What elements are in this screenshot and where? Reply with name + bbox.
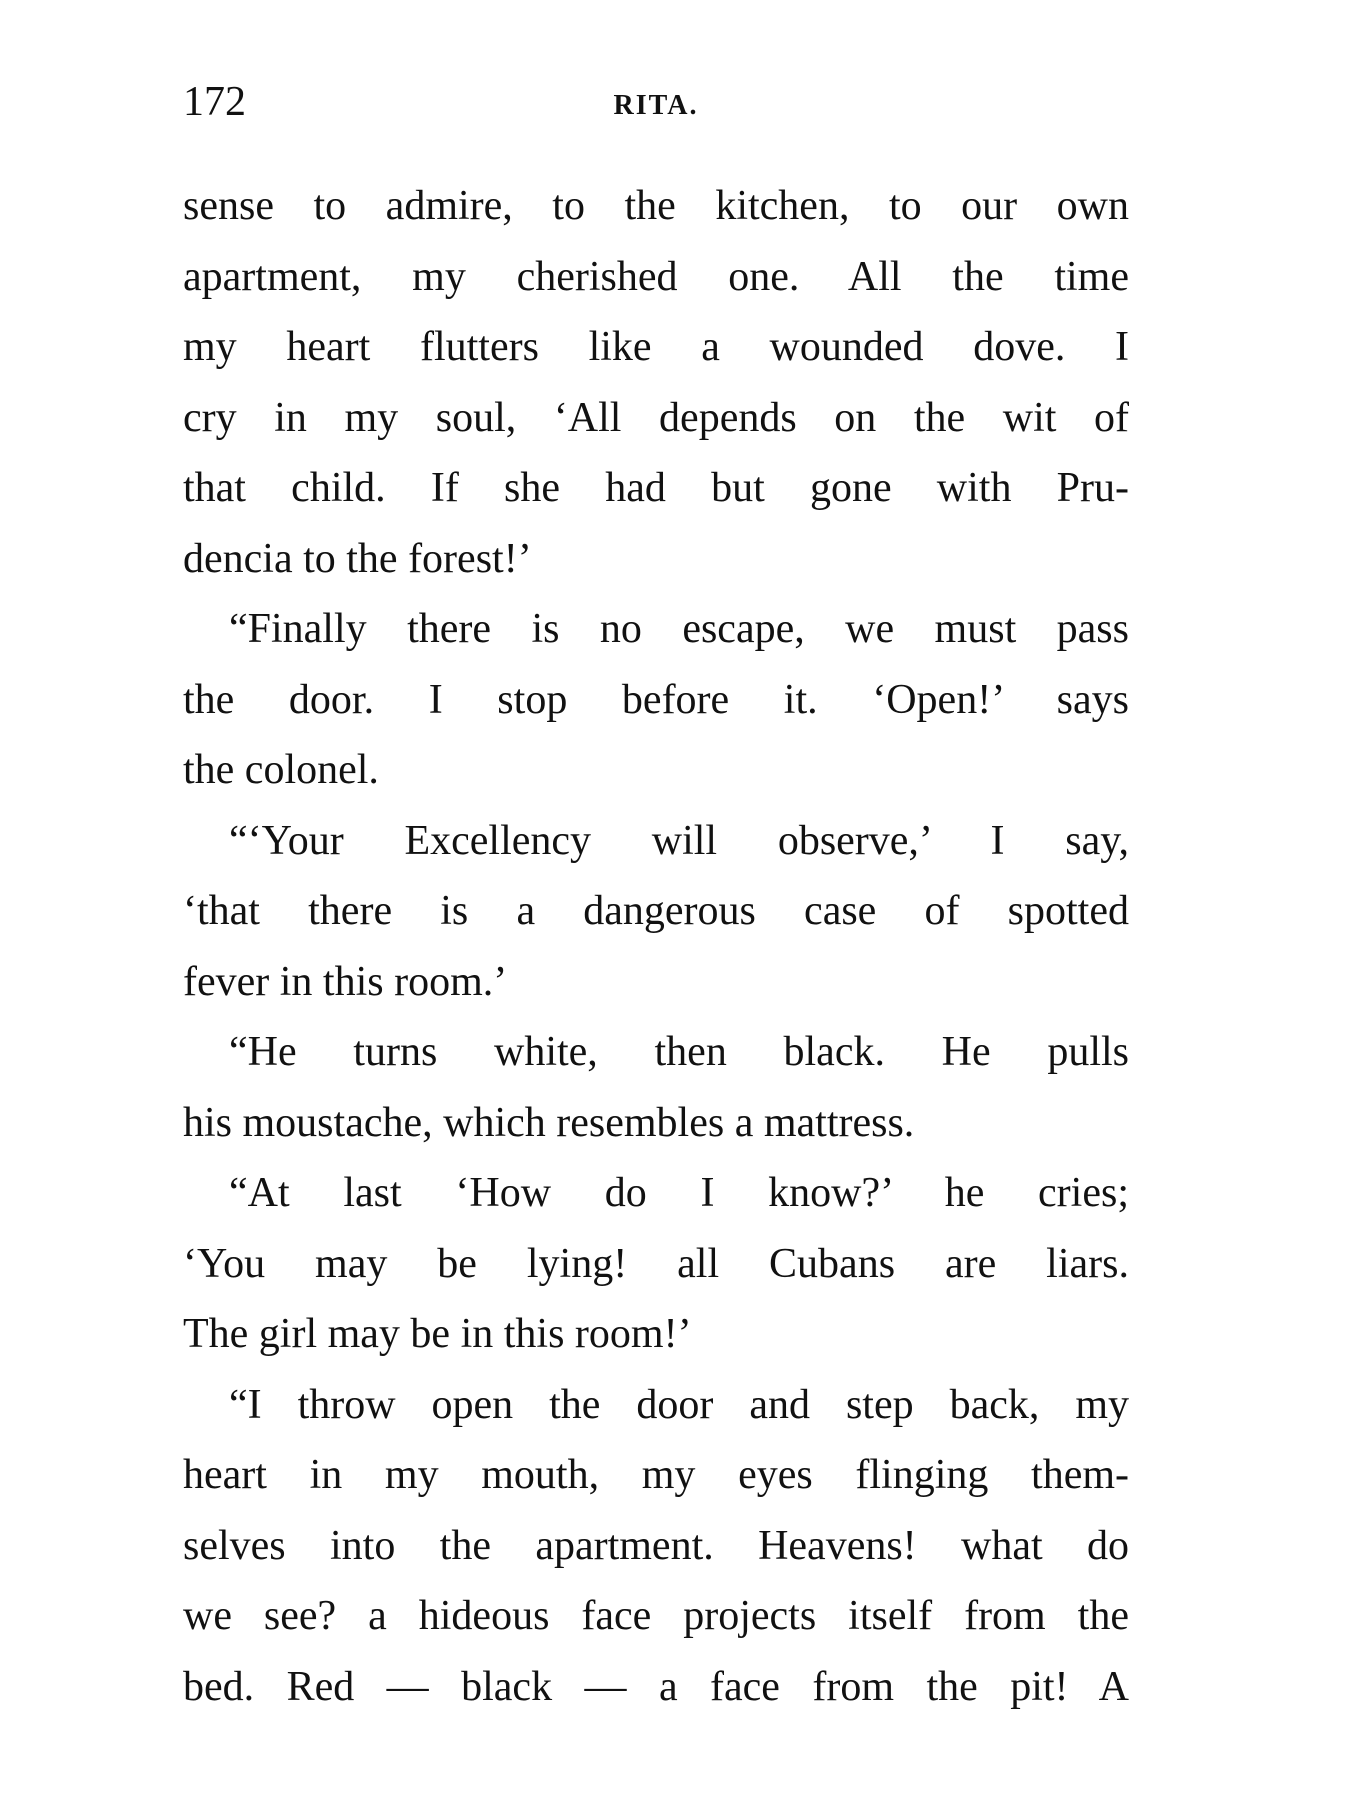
text-line: the door. I stop before it. ‘Open!’ says bbox=[183, 676, 1129, 723]
text-line: my heart flutters like a wounded dove. I bbox=[183, 324, 1129, 370]
text-line: “At last ‘How do I know?’ he cries; bbox=[229, 1170, 1129, 1216]
body-text bbox=[183, 171, 1129, 1722]
text-line: The girl may be in this room!’ bbox=[183, 1311, 692, 1357]
text-line: “I throw open the door and step back, my bbox=[229, 1381, 1129, 1428]
page-number: 172 bbox=[183, 79, 246, 125]
text-line: that child. If she had but gone with Pru- bbox=[183, 465, 1129, 511]
text-line: “‘Your Excellency will observe,’ I say, bbox=[229, 817, 1129, 864]
running-head: RITA. bbox=[613, 90, 699, 121]
text-line: cry in my soul, ‘All depends on the wit of bbox=[183, 394, 1129, 441]
text-line: selves into the apartment. Heavens! what do bbox=[183, 1522, 1129, 1569]
text-line: the colonel. bbox=[183, 747, 379, 793]
text-line: “He turns white, then black. He pulls bbox=[229, 1029, 1129, 1075]
page-header bbox=[183, 72, 1129, 132]
text-line: “Finally there is no escape, we must pass bbox=[229, 606, 1129, 652]
text-line: bed. Red — black — a face from the pit! A bbox=[183, 1663, 1129, 1710]
text-line: apartment, my cherished one. All the time bbox=[183, 253, 1129, 300]
text-line: dencia to the forest!’ bbox=[183, 535, 532, 582]
text-line: ‘that there is a dangerous case of spotted bbox=[183, 888, 1129, 934]
text-line: fever in this room.’ bbox=[183, 958, 508, 1005]
text-line: sense to admire, to the kitchen, to our own bbox=[183, 183, 1129, 229]
text-line: his moustache, which resembles a mattress. bbox=[183, 1099, 915, 1146]
text-line: we see? a hideous face projects itself from the bbox=[183, 1593, 1129, 1639]
text-line: ‘You may be lying! all Cubans are liars. bbox=[183, 1240, 1129, 1287]
text-line: heart in my mouth, my eyes flinging them- bbox=[183, 1452, 1129, 1498]
